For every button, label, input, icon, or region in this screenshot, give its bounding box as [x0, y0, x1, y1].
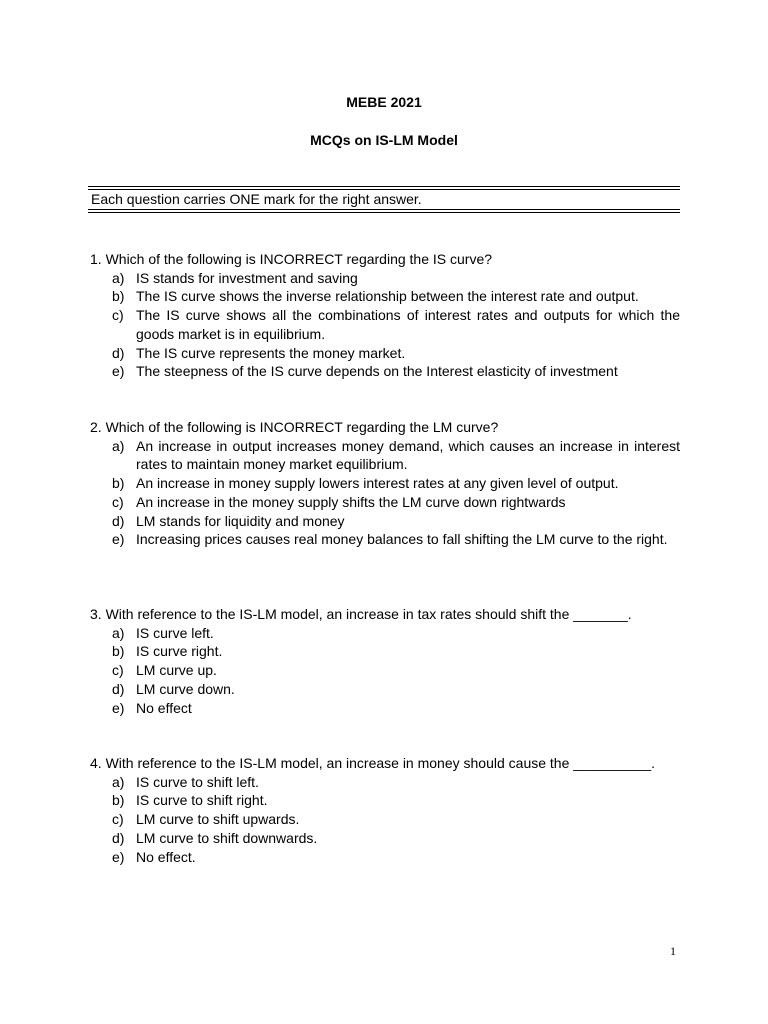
option-letter: d) [112, 344, 125, 361]
option-item [90, 437, 680, 474]
option-letter: c) [112, 493, 124, 510]
option-item [90, 306, 680, 343]
option-letter: a) [112, 269, 125, 286]
option-text: An increase in the money supply shifts the LM curve down rightwards [136, 493, 566, 510]
option-letter: c) [112, 811, 124, 828]
option-letter: c) [112, 662, 124, 679]
option-item [90, 530, 680, 549]
option-item [90, 344, 680, 363]
option-item [90, 773, 680, 792]
question-2 [90, 418, 680, 549]
option-letter: e) [112, 363, 125, 380]
option-letter: a) [112, 437, 125, 454]
question-3 [90, 605, 680, 717]
option-letter: e) [112, 531, 125, 548]
option-item [90, 474, 680, 493]
option-item [90, 642, 680, 661]
option-letter: b) [112, 475, 125, 492]
option-text: LM curve down. [136, 680, 235, 697]
question-stem: 1. Which of the following is INCORRECT regarding the IS curve? [90, 251, 493, 267]
option-text: IS curve to shift left. [136, 773, 259, 790]
option-letter: b) [112, 792, 125, 809]
option-letter: c) [112, 307, 124, 324]
option-text: Increasing prices causes real money balances to fall shifting the LM curve to the right. [136, 531, 668, 548]
option-text: No effect [136, 699, 192, 716]
question-1 [90, 250, 680, 381]
divider-line [88, 186, 680, 187]
option-text: The steepness of the IS curve depends on the Interest elasticity of investment [136, 363, 618, 380]
option-item [90, 362, 680, 381]
option-text: LM curve up. [136, 662, 217, 679]
option-item [90, 512, 680, 531]
option-letter: a) [112, 624, 125, 641]
divider-line [88, 212, 680, 213]
option-letter: e) [112, 699, 125, 716]
option-text: LM curve to shift upwards. [136, 811, 300, 828]
option-list [90, 624, 680, 718]
option-text: No effect. [136, 848, 196, 865]
option-text: An increase in output increases money demand, which causes an increase in interest rates to maintain money market equilibrium. [136, 437, 680, 473]
option-letter: e) [112, 848, 125, 865]
option-letter: b) [112, 643, 125, 660]
document-title: MEBE 2021 [346, 94, 422, 110]
option-letter: d) [112, 512, 125, 529]
option-item [90, 810, 680, 829]
option-list [90, 773, 680, 867]
option-text: IS curve to shift right. [136, 792, 268, 809]
question-stem: 2. Which of the following is INCORRECT regarding the LM curve? [90, 419, 499, 435]
option-list [90, 269, 680, 381]
option-letter: d) [112, 680, 125, 697]
option-text: IS curve left. [136, 624, 214, 641]
document-subtitle: MCQs on IS-LM Model [310, 132, 458, 148]
option-text: An increase in money supply lowers interest rates at any given level of output. [136, 475, 619, 492]
option-item [90, 848, 680, 867]
option-item [90, 829, 680, 848]
option-text: The IS curve shows all the combinations of interest rates and outputs for which the goods market is in equilibrium. [136, 307, 680, 342]
option-item [90, 287, 680, 306]
divider-line [88, 189, 680, 190]
option-text: LM curve to shift downwards. [136, 829, 318, 846]
option-text: The IS curve represents the money market. [136, 344, 406, 361]
question-stem: 4. With reference to the IS-LM model, an increase in money should cause the __________. [90, 755, 656, 771]
option-item [90, 661, 680, 680]
option-item [90, 791, 680, 810]
option-letter: b) [112, 288, 125, 305]
option-item [90, 699, 680, 718]
option-letter: d) [112, 829, 125, 846]
option-list [90, 437, 680, 549]
page-number: 1 [670, 944, 676, 958]
option-text: LM stands for liquidity and money [136, 512, 345, 529]
option-item [90, 493, 680, 512]
question-4 [90, 754, 680, 866]
option-item [90, 680, 680, 699]
question-stem: 3. With reference to the IS-LM model, an increase in tax rates should shift the _______. [90, 606, 632, 622]
option-letter: a) [112, 773, 125, 790]
option-text: IS stands for investment and saving [136, 269, 358, 286]
option-text: The IS curve shows the inverse relationship between the interest rate and output. [136, 288, 639, 305]
option-item [90, 624, 680, 643]
option-item [90, 269, 680, 288]
instruction-text: Each question carries ONE mark for the right answer. [91, 191, 422, 207]
option-text: IS curve right. [136, 643, 223, 660]
divider-line [88, 209, 680, 210]
